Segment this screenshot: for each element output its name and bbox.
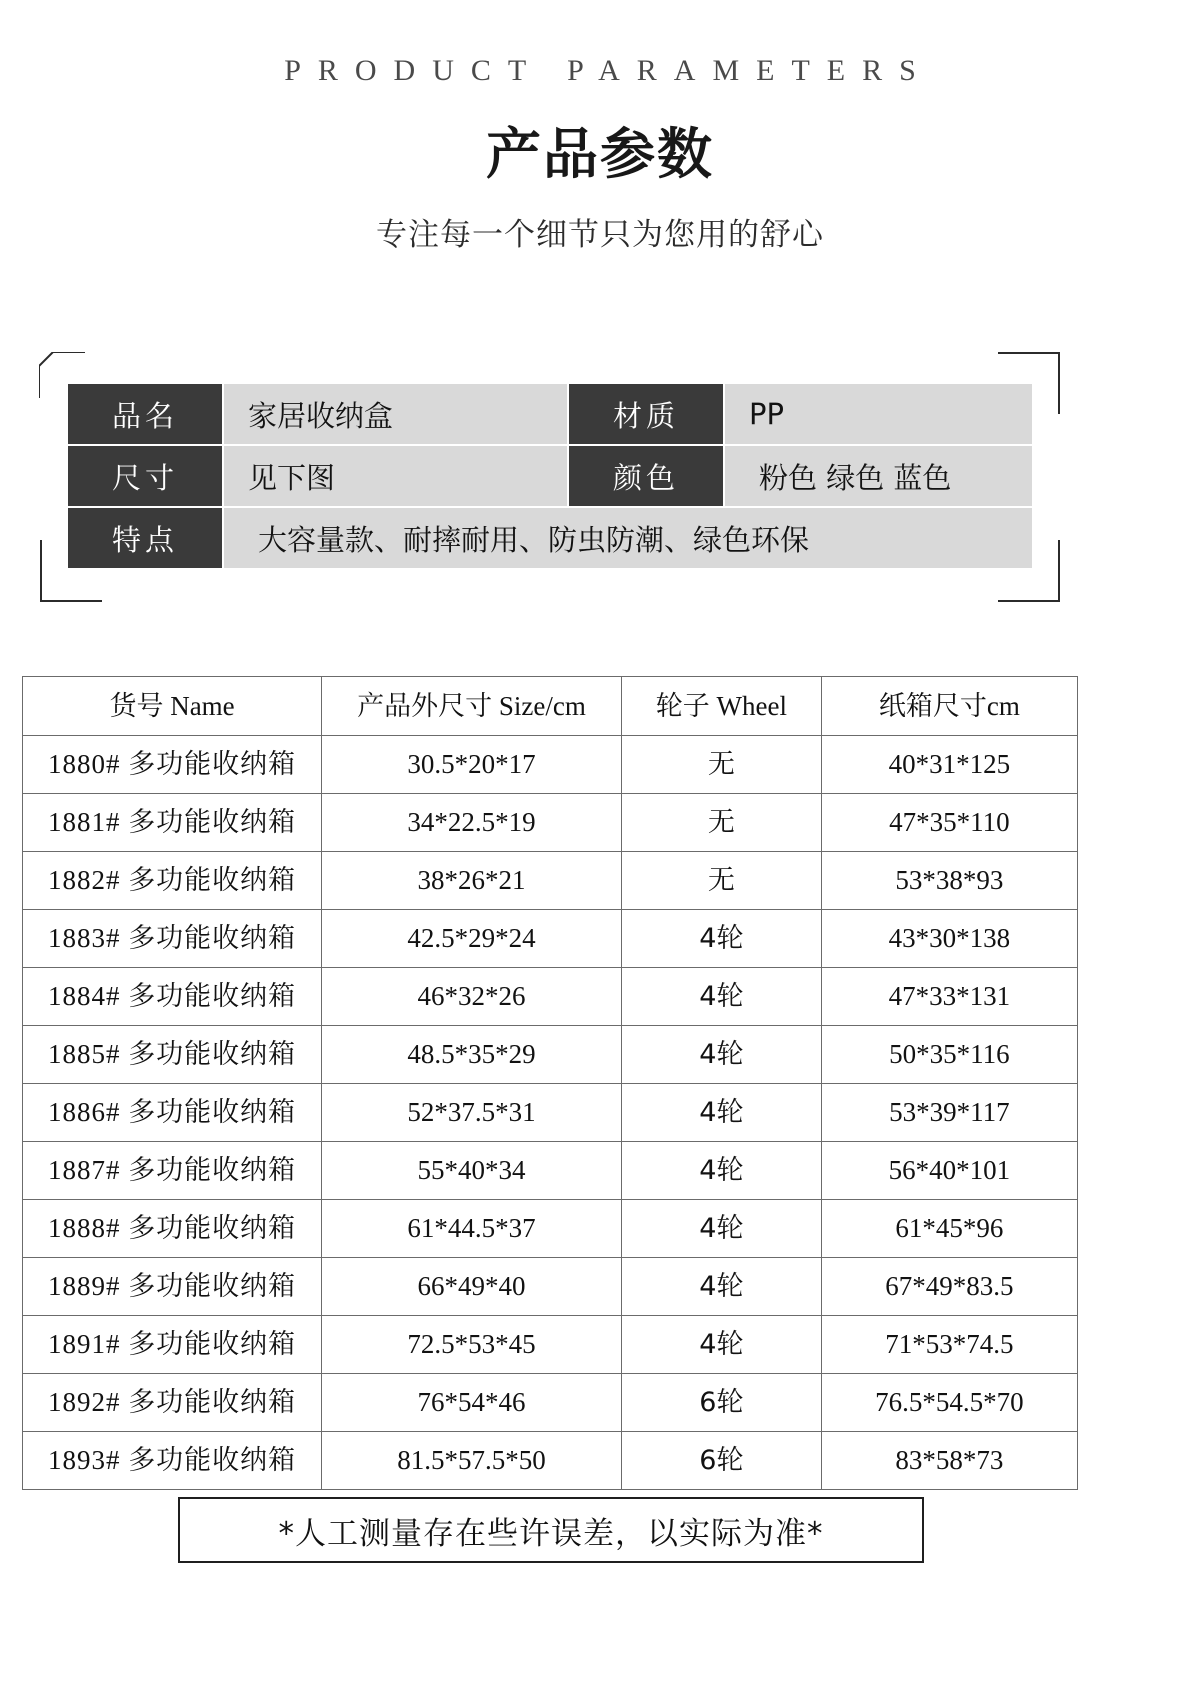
product-size-table <box>22 676 1078 1490</box>
cell-product-size: 66*49*40 <box>322 1258 622 1316</box>
cell-wheel: 4轮 <box>621 910 821 968</box>
cell-carton-size: 71*53*74.5 <box>821 1316 1077 1374</box>
cell-carton-size: 56*40*101 <box>821 1142 1077 1200</box>
page-subtitle: 专注每一个细节只为您用的舒心 <box>376 217 824 253</box>
cell-product-name: 1888# 多功能收纳箱 <box>23 1200 322 1258</box>
cell-product-size: 38*26*21 <box>322 852 622 910</box>
cell-carton-size: 76.5*54.5*70 <box>821 1374 1077 1432</box>
cell-wheel: 4轮 <box>621 1026 821 1084</box>
page-header <box>0 0 1200 254</box>
spec-table <box>66 382 1034 570</box>
cell-product-size: 42.5*29*24 <box>322 910 622 968</box>
spec-row <box>68 384 1032 444</box>
cell-carton-size: 50*35*116 <box>821 1026 1077 1084</box>
cell-product-size: 34*22.5*19 <box>322 794 622 852</box>
cell-product-name: 1885# 多功能收纳箱 <box>23 1026 322 1084</box>
spec-label-color: 颜色 <box>569 446 723 506</box>
table-row <box>23 1316 1078 1374</box>
spec-block <box>40 352 1060 602</box>
table-row <box>23 852 1078 910</box>
table-row <box>23 1432 1078 1490</box>
spec-label-size: 尺寸 <box>68 446 222 506</box>
table-row <box>23 1374 1078 1432</box>
table-row <box>23 1258 1078 1316</box>
cell-wheel: 4轮 <box>621 1142 821 1200</box>
page-title: 产品参数 <box>485 122 714 186</box>
cell-carton-size: 53*39*117 <box>821 1084 1077 1142</box>
cell-product-size: 76*54*46 <box>322 1374 622 1432</box>
cell-product-size: 81.5*57.5*50 <box>322 1432 622 1490</box>
cell-wheel: 无 <box>621 852 821 910</box>
table-row <box>23 736 1078 794</box>
cell-wheel: 4轮 <box>621 1258 821 1316</box>
column-header-wheel: 轮子 Wheel <box>621 677 821 736</box>
cell-carton-size: 43*30*138 <box>821 910 1077 968</box>
measurement-note: *人工测量存在些许误差，以实际为准* <box>178 1497 924 1563</box>
cell-wheel: 4轮 <box>621 1084 821 1142</box>
spec-label-features: 特点 <box>68 508 222 568</box>
spec-row <box>68 508 1032 568</box>
cell-carton-size: 67*49*83.5 <box>821 1258 1077 1316</box>
eyebrow-text: PRODUCT PARAMETERS <box>284 54 933 87</box>
cell-wheel: 4轮 <box>621 968 821 1026</box>
cell-carton-size: 83*58*73 <box>821 1432 1077 1490</box>
spec-label-material: 材质 <box>569 384 723 444</box>
cell-product-name: 1889# 多功能收纳箱 <box>23 1258 322 1316</box>
cell-product-name: 1882# 多功能收纳箱 <box>23 852 322 910</box>
table-row <box>23 1142 1078 1200</box>
cell-wheel: 4轮 <box>621 1200 821 1258</box>
cell-product-size: 48.5*35*29 <box>322 1026 622 1084</box>
cell-product-name: 1880# 多功能收纳箱 <box>23 736 322 794</box>
cell-product-size: 55*40*34 <box>322 1142 622 1200</box>
cell-product-name: 1893# 多功能收纳箱 <box>23 1432 322 1490</box>
cell-wheel: 4轮 <box>621 1316 821 1374</box>
table-row <box>23 1026 1078 1084</box>
spec-value-material: PP <box>725 384 1032 444</box>
cell-product-size: 52*37.5*31 <box>322 1084 622 1142</box>
cell-product-name: 1884# 多功能收纳箱 <box>23 968 322 1026</box>
spec-value-color: 粉色 绿色 蓝色 <box>725 446 1032 506</box>
cell-product-name: 1891# 多功能收纳箱 <box>23 1316 322 1374</box>
cell-carton-size: 40*31*125 <box>821 736 1077 794</box>
cell-carton-size: 53*38*93 <box>821 852 1077 910</box>
spec-row <box>68 446 1032 506</box>
cell-product-name: 1883# 多功能收纳箱 <box>23 910 322 968</box>
spec-value-features: 大容量款、耐摔耐用、防虫防潮、绿色环保 <box>224 508 1032 568</box>
cell-wheel: 无 <box>621 736 821 794</box>
cell-carton-size: 47*33*131 <box>821 968 1077 1026</box>
spec-value-product-name: 家居收纳盒 <box>224 384 567 444</box>
cell-wheel: 6轮 <box>621 1374 821 1432</box>
column-header-carton: 纸箱尺寸cm <box>821 677 1077 736</box>
cell-product-name: 1881# 多功能收纳箱 <box>23 794 322 852</box>
cell-carton-size: 47*35*110 <box>821 794 1077 852</box>
column-header-size: 产品外尺寸 Size/cm <box>322 677 622 736</box>
table-header-row <box>23 677 1078 736</box>
spec-value-size: 见下图 <box>224 446 567 506</box>
table-row <box>23 794 1078 852</box>
cell-product-size: 30.5*20*17 <box>322 736 622 794</box>
cell-product-size: 61*44.5*37 <box>322 1200 622 1258</box>
cell-carton-size: 61*45*96 <box>821 1200 1077 1258</box>
cell-product-name: 1892# 多功能收纳箱 <box>23 1374 322 1432</box>
cell-wheel: 6轮 <box>621 1432 821 1490</box>
column-header-name: 货号 Name <box>23 677 322 736</box>
spec-label-product-name: 品名 <box>68 384 222 444</box>
table-row <box>23 968 1078 1026</box>
table-row <box>23 1084 1078 1142</box>
table-row <box>23 910 1078 968</box>
cell-wheel: 无 <box>621 794 821 852</box>
cell-product-size: 72.5*53*45 <box>322 1316 622 1374</box>
cell-product-name: 1887# 多功能收纳箱 <box>23 1142 322 1200</box>
cell-product-size: 46*32*26 <box>322 968 622 1026</box>
table-row <box>23 1200 1078 1258</box>
cell-product-name: 1886# 多功能收纳箱 <box>23 1084 322 1142</box>
